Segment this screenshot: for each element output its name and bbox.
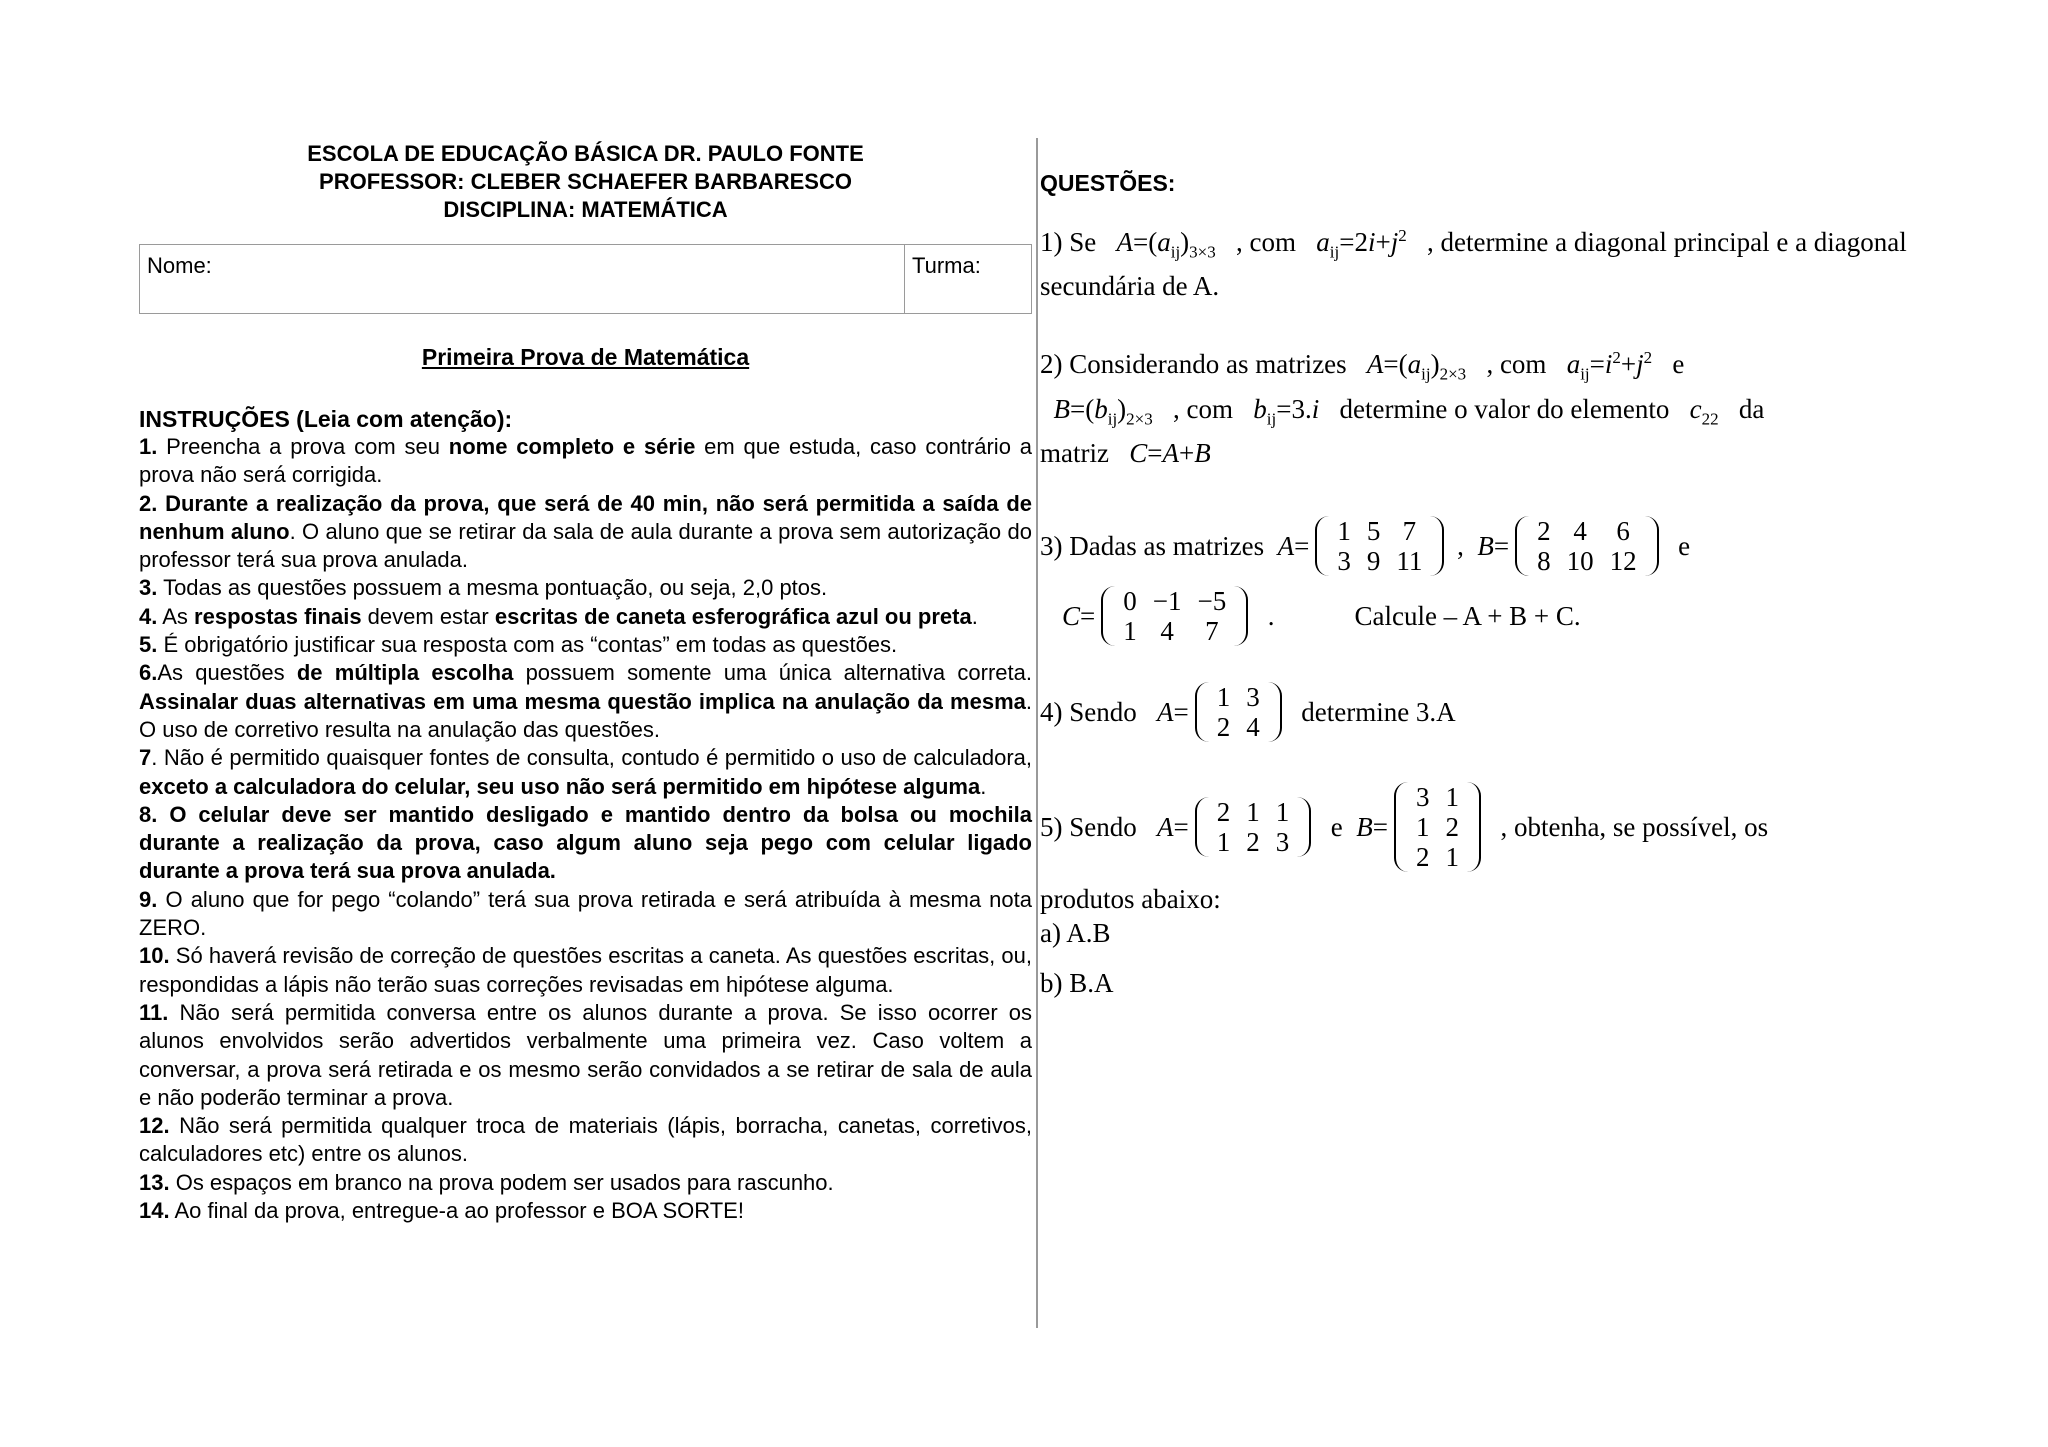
instruction-text: 13. [139, 1169, 170, 1195]
name-label: Nome: [147, 253, 212, 278]
instruction-item [139, 801, 1032, 886]
q5-text-c: produtos abaixo: [1040, 884, 1221, 915]
instruction-text: 4. [139, 603, 158, 629]
q1-text-c: , determine a diagonal principal e a diagonal secundária de A. [1040, 227, 1907, 302]
left-column [139, 140, 1032, 1225]
q2-text-f: da [1738, 393, 1765, 424]
q5-matrix-a [1195, 797, 1312, 857]
matrix-entry: 2 [1445, 812, 1459, 843]
matrix-entry: 1 [1445, 782, 1459, 813]
school-name: ESCOLA DE EDUCAÇÃO BÁSICA DR. PAULO FONTE [307, 141, 864, 166]
matrix-left-bracket [1515, 516, 1529, 576]
instruction-text: . [980, 773, 987, 799]
q2-text-e: determine o valor do elemento [1339, 393, 1670, 424]
q3-comma: , [1457, 531, 1464, 562]
matrix-entry: 6 [1616, 516, 1630, 547]
matrix-entry: 1 [1246, 797, 1260, 828]
q5-text-e: e [1330, 812, 1343, 843]
right-column [1040, 140, 2020, 1000]
instruction-text: respostas finais [194, 603, 362, 629]
matrix-left-bracket [1101, 586, 1115, 646]
q3-period: . [1267, 601, 1275, 632]
matrix-entry: 3 [1246, 682, 1260, 713]
q4-matrix-a [1195, 682, 1282, 742]
matrix-entry: 4 [1246, 712, 1260, 743]
matrix-entry: 2 [1415, 842, 1430, 873]
questions-heading: QUESTÕES: [1040, 170, 1176, 196]
instruction-text: 11. [139, 999, 169, 1025]
matrix-entry: 8 [1537, 546, 1551, 577]
matrix-entry: 1 [1445, 842, 1459, 873]
matrix-entry: 2 [1216, 797, 1231, 828]
instruction-text: Preencha a prova com seu [157, 434, 449, 459]
matrix-entry: 1 [1123, 616, 1137, 647]
q5-text-b: , obtenha, se possível, os [1500, 812, 1769, 843]
matrix-entry: 1 [1415, 812, 1430, 843]
matrix-entry: 3 [1415, 782, 1430, 813]
q5-matrix-b [1394, 782, 1481, 872]
instruction-text: 9. [139, 886, 158, 912]
instruction-text: É obrigatório justificar sua resposta com as “contas” em todas as questões. [157, 632, 898, 658]
instruction-item [139, 999, 1032, 1112]
instruction-text: As [157, 603, 195, 629]
q3-text-e: e [1678, 531, 1691, 562]
instruction-text: Todas as questões possuem a mesma pontuação, ou seja, 2,0 ptos. [157, 575, 828, 601]
matrix-left-bracket [1315, 516, 1329, 576]
matrix-left-bracket [1394, 782, 1408, 872]
instruction-text: 7 [139, 745, 152, 771]
matrix-entry: 2 [1216, 712, 1231, 743]
subject-name: DISCIPLINA: MATEMÁTICA [443, 197, 728, 222]
matrix-entry: 2 [1246, 827, 1260, 858]
student-info-box [139, 244, 1032, 314]
matrix-entry: 1 [1337, 516, 1351, 547]
q2-element: c [1689, 393, 1702, 424]
instruction-text: 14. [139, 1198, 170, 1224]
column-divider [1036, 138, 1038, 1328]
instruction-text: . O aluno que se retirar da sala de aula durante a prova sem autorização do professor terá sua prova anulada. [139, 518, 1032, 573]
instruction-item [139, 744, 1032, 801]
exam-title: Primeira Prova de Matemática [421, 344, 750, 370]
matrix-right-bracket [1430, 516, 1444, 576]
q2-text-b: , com [1486, 349, 1547, 380]
matrix-right-bracket [1645, 516, 1659, 576]
teacher-name: PROFESSOR: CLEBER SCHAEFER BARBARESCO [319, 169, 852, 194]
q3-matrix-c [1101, 586, 1248, 646]
question-3: 3) Dadas as matrizes A = 1 5 7 3 9 11 , B = 2 4 6 8 10 12 e [1040, 516, 1691, 577]
q2-formula-a-rule: a [1566, 349, 1581, 380]
instruction-text: nome completo e série [448, 434, 696, 459]
instruction-item [139, 942, 1032, 999]
matrix-entry: 4 [1160, 616, 1174, 647]
school-header [139, 140, 1032, 224]
instructions-list [139, 433, 1032, 1225]
question-1: 1) Se $A=(a_{ij})_{3\times 3}$ , com $a_{ij}=2i+j^2$ , determine a diagonal principal e a diagonal secundária de A. [1040, 226, 1907, 302]
instruction-item [139, 574, 1032, 602]
q3-text-a: 3) Dadas as matrizes [1040, 531, 1265, 562]
matrix-entry: 9 [1366, 546, 1381, 577]
instruction-text: em que estuda, caso contrário a prova não será corrigida. [139, 434, 1032, 488]
q1-formula-rule: a [1316, 227, 1330, 257]
matrix-entry: 10 [1566, 546, 1594, 577]
matrix-entry: 3 [1337, 546, 1351, 577]
instruction-text: escritas de caneta esferográfica azul ou preta [494, 603, 972, 629]
instruction-text: 8. O celular deve ser mantido desligado e mantido dentro da bolsa ou mochila durante a realização da prova, caso algum aluno seja pego com celular ligado durante a prova terá sua prova anulada. [139, 801, 1032, 884]
instruction-text: . O uso de corretivo resulta na anulação das questões. [139, 688, 1032, 742]
q2-text-g: matriz [1040, 438, 1109, 469]
instruction-text: exceto a calculadora do celular, seu uso não será permitido em hipótese alguma [139, 773, 981, 799]
instruction-text: possuem somente uma única alternativa correta. [513, 660, 1032, 686]
question-3-matrix-c-row: C = 0 −1 −5 1 4 7 . Calcule – A + B + C. [1062, 586, 1581, 647]
q5-item-b: b) B.A [1040, 968, 1114, 999]
instruction-text: Os espaços em branco na prova podem ser usados para rascunho. [169, 1169, 834, 1195]
instruction-text: Não será permitida conversa entre os alunos durante a prova. Se isso ocorrer os alunos envolvidos serão advertidos verbalmente uma primeira vez. Caso voltem a conversar, a prova será retirada e os mesmo serão convidados a se retirar de sala de aula e não poderão terminar a prova. [139, 999, 1032, 1110]
q2-text-d: , com [1173, 393, 1234, 424]
instruction-text: As questões [157, 660, 297, 686]
q5-item-a: a) A.B [1040, 918, 1111, 949]
instruction-item [139, 631, 1032, 659]
instruction-text: Ao final da prova, entregue-a ao professor e BOA SORTE! [169, 1198, 744, 1224]
instruction-text: devem estar [361, 603, 495, 629]
instruction-text: Assinalar duas alternativas em uma mesma questão implica na anulação da mesma [139, 688, 1026, 714]
matrix-entry: 0 [1123, 586, 1137, 617]
matrix-entry: 7 [1205, 616, 1219, 647]
q2-formula-b: B [1053, 393, 1070, 424]
matrix-right-bracket [1467, 782, 1481, 872]
instruction-text: Não será permitida qualquer troca de materiais (lápis, borracha, canetas, corretivos, calculadores etc) entre os alunos. [139, 1113, 1032, 1167]
instruction-text: . [971, 603, 978, 629]
matrix-entry: 12 [1609, 546, 1637, 577]
q3-calc: Calcule – A + B + C. [1354, 601, 1581, 632]
q2-formula-c: C [1129, 438, 1148, 469]
instruction-text: Só haverá revisão de correção de questões escritas a caneta. As questões escritas, ou, respondidas a lápis não terão suas correções revisadas em hipótese alguma. [139, 943, 1032, 997]
q3-matrix-b [1515, 516, 1659, 576]
q1-text-a: 1) Se [1040, 227, 1097, 257]
class-label: Turma: [912, 253, 981, 278]
name-field[interactable] [140, 245, 905, 313]
instruction-item [139, 659, 1032, 744]
instruction-text: 6. [139, 660, 158, 686]
matrix-right-bracket [1268, 682, 1282, 742]
q1-formula-matrix: A [1116, 227, 1133, 257]
matrix-entry: −5 [1197, 586, 1227, 617]
instruction-item [139, 433, 1032, 490]
q2-formula-b-rule: b [1253, 393, 1267, 424]
instructions-heading: INSTRUÇÕES (Leia com atenção): [139, 406, 513, 432]
instruction-text: 5. [139, 632, 158, 658]
question-5: 5) Sendo A = 2 1 1 1 2 3 e B = 3 1 1 2 2 1 , obtenha, se possível, os [1040, 782, 1769, 873]
matrix-left-bracket [1195, 797, 1209, 857]
instruction-item [139, 603, 1032, 631]
class-field[interactable] [905, 245, 1031, 313]
instruction-text: 10. [139, 943, 170, 969]
matrix-entry: 5 [1366, 516, 1381, 547]
matrix-entry: 2 [1537, 516, 1551, 547]
question-5-continuation [1040, 882, 2020, 1000]
q3-matrix-a [1315, 516, 1444, 576]
matrix-left-bracket [1195, 682, 1209, 742]
instruction-text: de múltipla escolha [296, 660, 514, 686]
instruction-text: 2. Durante a realização da prova, que será de 40 min, não será permitida a saída de nenhum aluno [139, 490, 1032, 544]
matrix-entry: 11 [1396, 546, 1423, 577]
instruction-item [139, 1169, 1032, 1197]
question-2: 2) Considerando as matrizes $A=(a_{ij})_{2\times 3}$ , com $a_{ij}=i^2+j^2$ e $B=(b_{ij})_{2\times 3}$ , com $b_{ij}=3.i$ determine o valor do elemento $c_{22}$ da matriz C=A+B [1040, 348, 1765, 469]
matrix-entry: 3 [1275, 827, 1290, 858]
instruction-text: . Não é permitido quaisquer fontes de consulta, contudo é permitido o uso de calculadora, [151, 745, 1032, 771]
q2-formula-a: A [1366, 349, 1384, 380]
instruction-item [139, 1112, 1032, 1169]
instruction-text: 1. [139, 434, 158, 459]
instruction-text: 3. [139, 575, 158, 601]
q4-text-a: 4) Sendo [1040, 697, 1137, 728]
instruction-item [139, 886, 1032, 943]
q1-text-b: , com [1236, 227, 1297, 257]
matrix-entry: 1 [1216, 827, 1231, 858]
question-4: 4) Sendo A = 1 3 2 4 determine 3.A [1040, 682, 1456, 743]
instruction-text: 12. [139, 1113, 170, 1139]
matrix-entry: 1 [1216, 682, 1231, 713]
matrix-right-bracket [1234, 586, 1248, 646]
q2-text-a: 2) Considerando as matrizes [1040, 349, 1347, 380]
instruction-text: O aluno que for pego “colando” terá sua prova retirada e será atribuída à mesma nota ZERO. [139, 886, 1032, 941]
matrix-entry: −1 [1152, 586, 1182, 617]
instruction-item [139, 1197, 1032, 1225]
instruction-item [139, 490, 1032, 575]
q2-text-c: e [1672, 349, 1685, 380]
matrix-right-bracket [1297, 797, 1311, 857]
matrix-entry: 7 [1402, 516, 1417, 547]
matrix-entry: 4 [1573, 516, 1587, 547]
q4-text-b: determine 3.A [1301, 697, 1456, 728]
matrix-entry: 1 [1275, 797, 1290, 828]
q5-text-a: 5) Sendo [1040, 812, 1137, 843]
